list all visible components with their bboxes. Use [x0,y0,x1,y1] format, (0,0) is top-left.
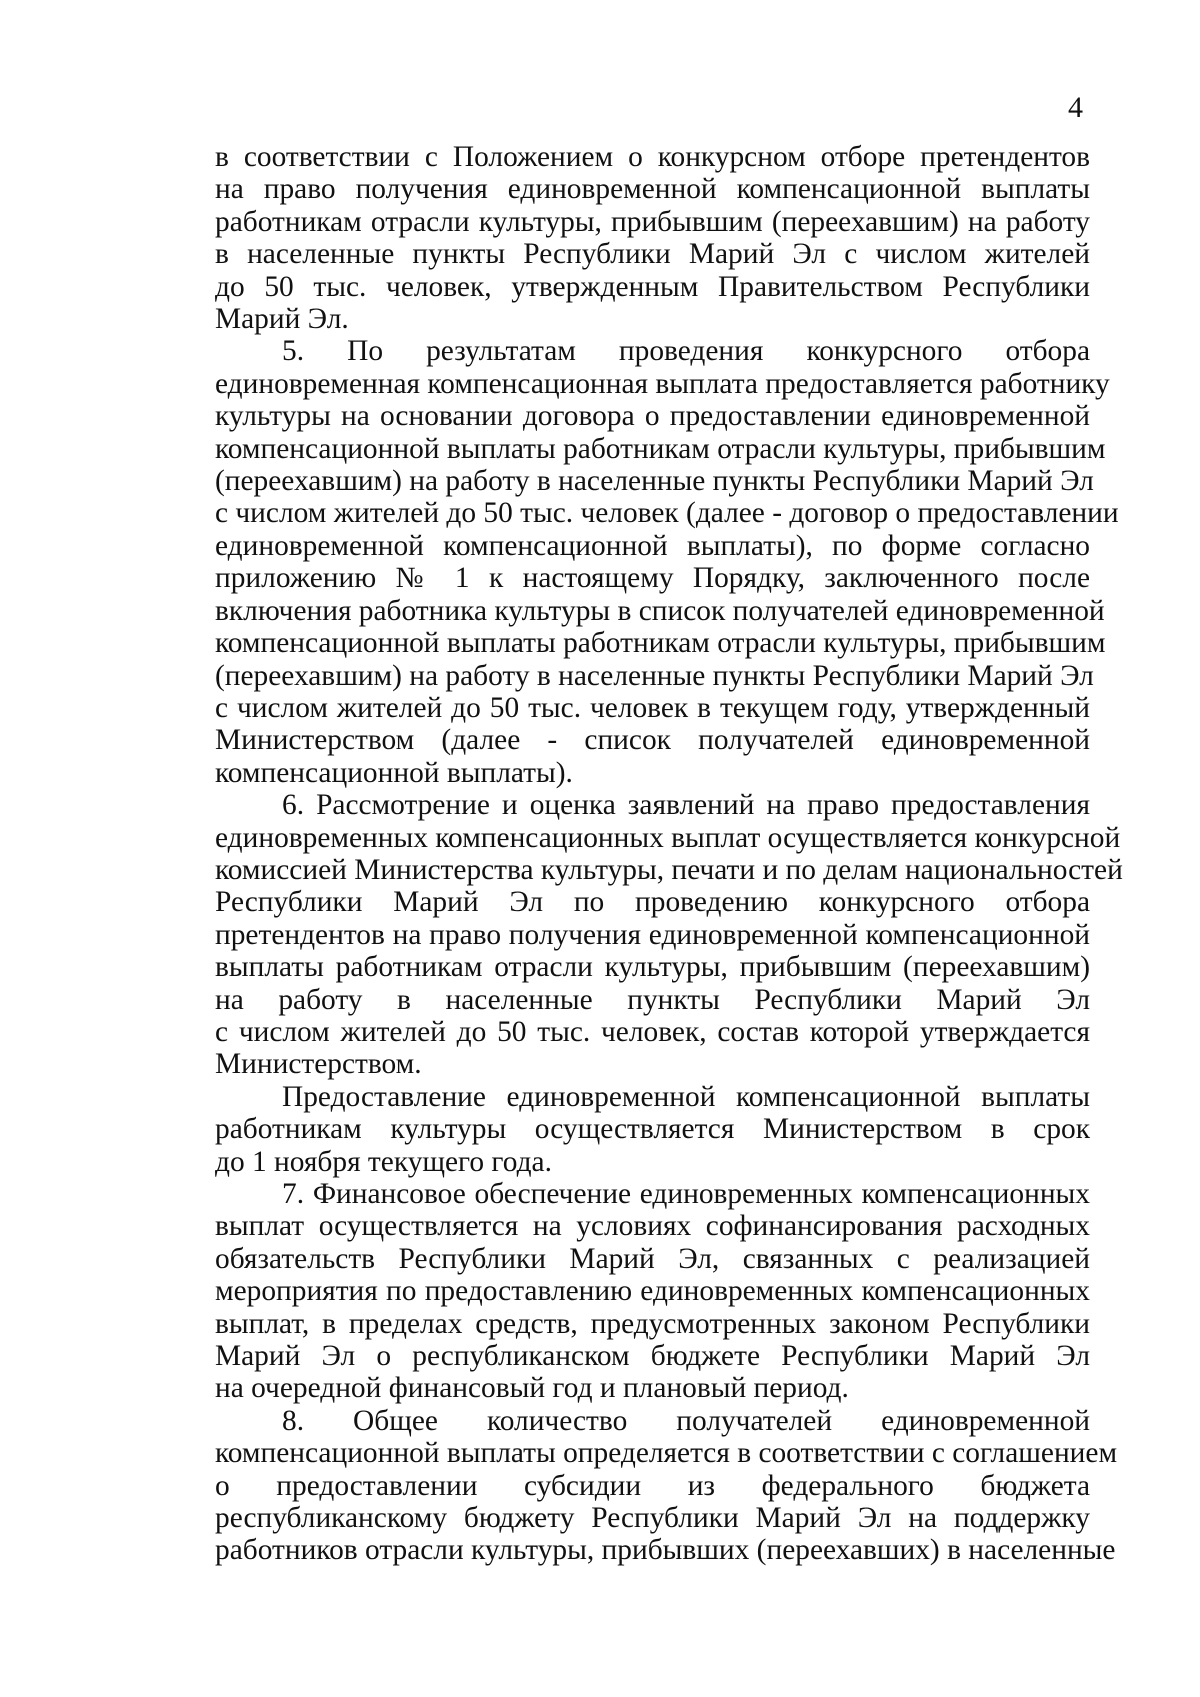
text-line: включения работника культуры в список получателей единовременной [215,594,1105,627]
text-line: компенсационной выплаты определяется в соответствии с соглашением [215,1437,1118,1470]
text-line: выплаты работникам отрасли культуры, прибывшим (переехавшим) [215,951,1090,984]
text-line: выплат, в пределах средств, предусмотренных законом Республики [215,1307,1090,1340]
text-line: с числом жителей до 50 тыс. человек в текущем году, утвержденный [215,691,1090,724]
paragraph [215,1178,1090,1405]
text-line: Республики Марий Эл по проведению конкурсного отбора [215,886,1090,919]
paragraph [215,141,1090,335]
text-line: Министерством. [215,1048,422,1081]
text-line: республиканскому бюджету Республики Марий Эл на поддержку [215,1502,1090,1535]
text-line: комиссией Министерства культуры, печати и по делам национальностей [215,853,1123,886]
text-line: Марий Эл. [215,303,349,336]
text-line: 6. Рассмотрение и оценка заявлений на право предоставления [282,789,1090,822]
text-line: до 50 тыс. человек, утвержденным Правительством Республики [215,270,1090,303]
text-line: 7. Финансовое обеспечение единовременных компенсационных [282,1178,1090,1210]
text-line: на очередной финансовый год и плановый период. [215,1372,849,1405]
text-line: работникам культуры осуществляется Министерством в срок [215,1113,1090,1146]
text-line: обязательств Республики Марий Эл, связанных с реализацией [215,1242,1090,1275]
text-line: до 1 ноября текущего года. [215,1145,552,1178]
paragraph [215,1081,1090,1178]
text-line: единовременная компенсационная выплата предоставляется работнику [215,367,1110,400]
page-number: 4 [1068,91,1083,124]
text-line: с числом жителей до 50 тыс. человек (далее - договор о предоставлении [215,497,1119,530]
text-line: 5. По результатам проведения конкурсного отбора [282,335,1090,368]
text-line: компенсационной выплаты). [215,756,573,789]
text-line: Министерством (далее - список получателей единовременной [215,724,1090,757]
text-line: о предоставлении субсидии из федерального бюджета [215,1469,1090,1502]
text-line: Марий Эл о республиканском бюджете Республики Марий Эл [215,1340,1090,1373]
text-line: единовременных компенсационных выплат осуществляется конкурсной [215,821,1121,854]
text-line: на работу в населенные пункты Республики Марий Эл [215,983,1090,1016]
text-line: работникам отрасли культуры, прибывшим (переехавшим) на работу [215,205,1090,238]
text-line: 8. Общее количество получателей единовременной [282,1404,1090,1437]
paragraph [215,1404,1118,1567]
text-line: приложению № 1 к настоящему Порядку, заключенного после [215,562,1090,595]
text-line: компенсационной выплаты работникам отрасли культуры, прибывшим [215,432,1106,465]
text-line: на право получения единовременной компенсационной выплаты [215,173,1090,206]
text-line: в населенные пункты Республики Марий Эл с числом жителей [215,238,1090,271]
text-line: культуры на основании договора о предоставлении единовременной [215,400,1090,433]
text-line: (переехавшим) на работу в населенные пункты Республики Марий Эл [215,659,1094,692]
text-line: компенсационной выплаты работникам отрасли культуры, прибывшим [215,627,1106,660]
text-line: претендентов на право получения единовременной компенсационной [215,918,1090,951]
text-line: мероприятия по предоставлению единовременных компенсационных [215,1275,1090,1308]
text-line: выплат осуществляется на условиях софинансирования расходных [215,1210,1090,1243]
text-line: Предоставление единовременной компенсационной выплаты [282,1080,1090,1113]
text-line: в соответствии с Положением о конкурсном отборе претендентов [215,141,1090,173]
text-line: единовременной компенсационной выплаты), по форме согласно [215,529,1090,562]
text-line: работников отрасли культуры, прибывших (переехавших) в населенные [215,1534,1116,1567]
text-line: (переехавшим) на работу в населенные пункты Республики Марий Эл [215,465,1094,498]
document-body [215,141,1123,1567]
paragraph [215,789,1123,1081]
paragraph [215,335,1119,789]
text-line: с числом жителей до 50 тыс. человек, состав которой утверждается [215,1015,1090,1048]
